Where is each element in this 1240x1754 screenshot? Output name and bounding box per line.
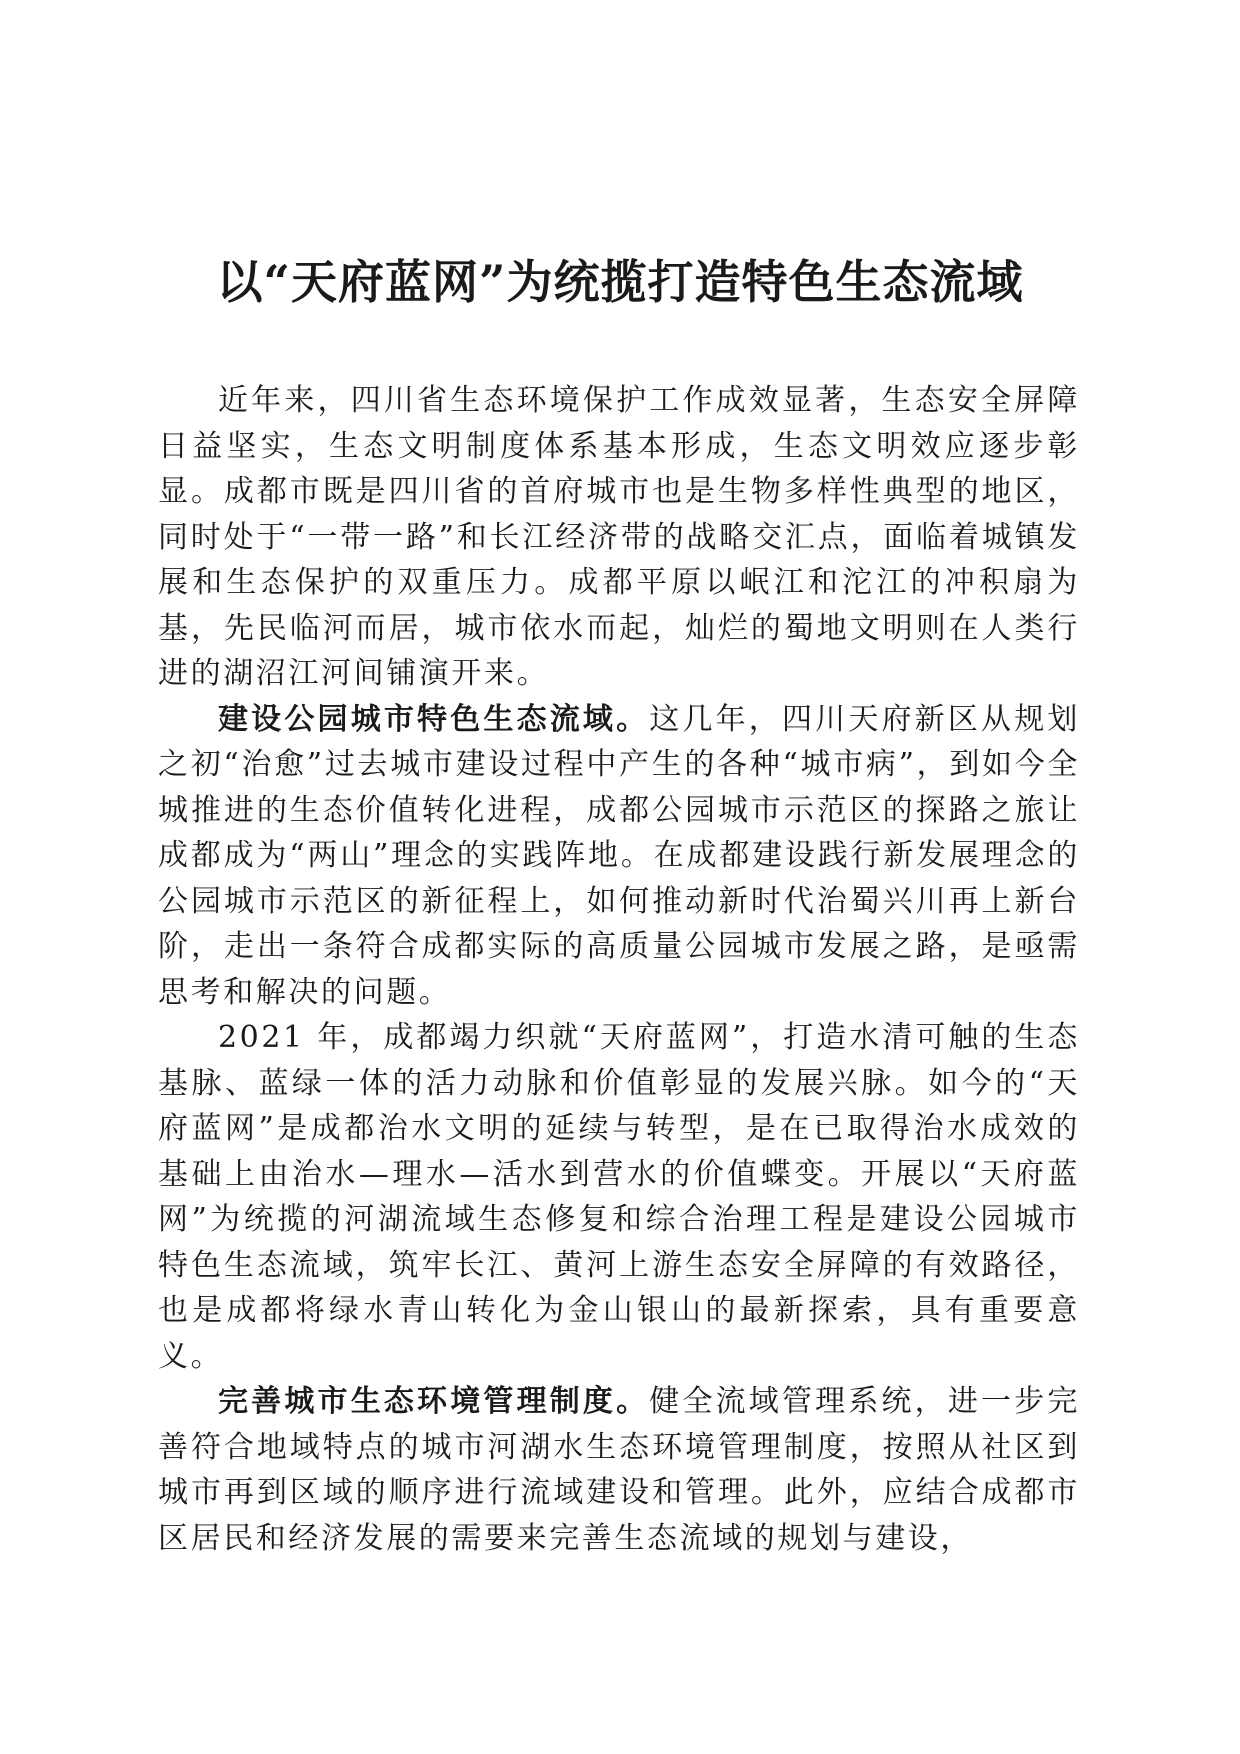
paragraph-lead-heading: 建设公园城市特色生态流域。 — [218, 701, 650, 737]
paragraph-text: 这几年，四川天府新区从规划之初“治愈”过去城市建设过程中产生的各种“城市病”，到如今全城推进的生态价值转化进程，成都公园城市示范区的探路之旅让成都成为“两山”理念的实践阵地。在成都建设践行新发展理念的公园城市示范区的新征程上，如何推动新时代治蜀兴川再上新台阶，走出一条符合成都实际的高质量公园城市发展之路，是亟需思考和解决的问题。 — [158, 701, 1080, 1010]
paragraph-text: 2021 年，成都竭力织就“天府蓝网”，打造水清可触的生态基脉、蓝绿一体的活力动脉和价值彰显的发展兴脉。如今的“天府蓝网”是成都治水文明的延续与转型，是在已取得治水成效的基础上由治水—理水—活水到营水的价值蝶变。开展以“天府蓝网”为统揽的河湖流域生态修复和综合治理工程是建设公园城市特色生态流域，筑牢长江、黄河上游生态安全屏障的有效路径，也是成都将绿水青山转化为金山银山的最新探索，具有重要意义。 — [158, 1020, 1080, 1374]
paragraph-text: 近年来，四川省生态环境保护工作成效显著，生态安全屏障日益坚实，生态文明制度体系基本形成，生态文明效应逐步彰显。成都市既是四川省的首府城市也是生物多样性典型的地区，同时处于“一带一路”和长江经济带的战略交汇点，面临着城镇发展和生态保护的双重压力。成都平原以岷江和沱江的冲积扇为基，先民临河而居，城市依水而起，灿烂的蜀地文明则在人类行进的湖沼江河间铺演开来。 — [158, 383, 1080, 691]
paragraph-lead-heading: 完善城市生态环境管理制度。 — [218, 1384, 650, 1419]
paragraph-intro — [158, 378, 1080, 697]
article-body — [158, 378, 1080, 1561]
paragraph-management — [158, 1379, 1080, 1561]
paragraph-text: 健全流域管理系统，进一步完善符合地域特点的城市河湖水生态环境管理制度，按照从社区到城市再到区域的顺序进行流域建设和管理。此外，应结合成都市区居民和经济发展的需要来完善生态流域的规划与建设， — [158, 1384, 1080, 1556]
paragraph-park-city — [158, 697, 1080, 1016]
paragraph-blue-network — [158, 1015, 1080, 1379]
page-title: 以“天府蓝网”为统揽打造特色生态流域 — [216, 255, 1024, 309]
